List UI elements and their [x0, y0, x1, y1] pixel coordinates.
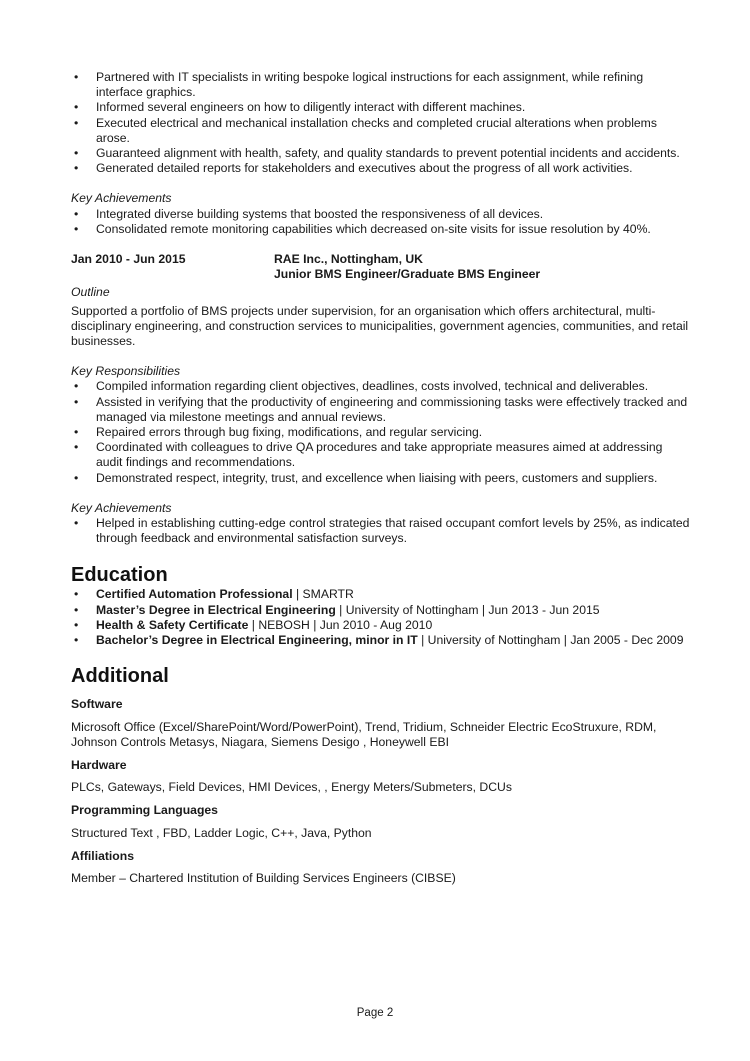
education-item-details: | University of Nottingham | Jun 2013 - Jun 2015: [335, 602, 600, 617]
programming-label: Programming Languages: [71, 803, 218, 818]
education-item: [71, 603, 691, 618]
list-item: • Assisted in verifying that the productivity of engineering and commissioning tasks were effectively tracked and managed via milestone meetings and annual reviews.: [71, 395, 691, 425]
affiliations-text: Member – Chartered Institution of Building Services Engineers (CIBSE): [71, 870, 456, 885]
hardware-label: Hardware: [71, 757, 127, 772]
education-section: [71, 563, 691, 648]
education-item-details: | SMARTR: [292, 587, 354, 602]
list-item: • Compiled information regarding client objectives, deadlines, costs involved, technical and deliverables.: [71, 379, 691, 394]
outline-label: Outline: [71, 285, 110, 300]
list-item: • Executed electrical and mechanical installation checks and completed crucial alterations when problems arose.: [71, 116, 691, 146]
continued-responsibilities-list: [71, 70, 691, 176]
education-heading: Education: [71, 564, 168, 587]
education-item-name: Bachelor’s Degree in Electrical Engineering, minor in IT: [96, 633, 418, 648]
additional-section: [71, 664, 691, 886]
education-item: [71, 587, 691, 602]
job-dates: Jan 2010 - Jun 2015: [71, 252, 186, 267]
list-item: • Guaranteed alignment with health, safety, and quality standards to prevent potential incidents and accidents.: [71, 146, 691, 161]
education-item: [71, 618, 691, 633]
job-info: [274, 252, 691, 282]
resume-page-2: [71, 70, 691, 886]
education-list: [71, 587, 691, 648]
list-item: • Integrated diverse building systems that boosted the responsiveness of all devices.: [71, 207, 691, 222]
affiliations-label: Affiliations: [71, 848, 134, 863]
education-item-name: Master’s Degree in Electrical Engineering: [96, 602, 336, 617]
list-item: • Consolidated remote monitoring capabilities which decreased on-site visits for issue resolution by 40%.: [71, 222, 691, 237]
programming-text: Structured Text , FBD, Ladder Logic, C++, Java, Python: [71, 825, 372, 840]
job2-responsibilities-list: [71, 379, 691, 485]
additional-heading: Additional: [71, 665, 169, 688]
outline-text: Supported a portfolio of BMS projects under supervision, for an organisation which offers architectural, multi-disciplinary engineering, and construction services to municipalities, government agencies, communities, and retail businesses.: [71, 303, 689, 349]
education-item-name: Health & Safety Certificate: [96, 617, 249, 632]
job-header: [71, 252, 691, 282]
list-item: • Repaired errors through bug fixing, modifications, and regular servicing.: [71, 425, 691, 440]
continued-achievements-list: [71, 207, 691, 237]
responsibilities-label: Key Responsibilities: [71, 364, 181, 379]
list-item: • Demonstrated respect, integrity, trust, and excellence when liaising with peers, customers and suppliers.: [71, 471, 691, 486]
continued-achievements-label: Key Achievements: [71, 191, 172, 206]
list-item: • Informed several engineers on how to diligently interact with different machines.: [71, 100, 691, 115]
software-label: Software: [71, 697, 123, 712]
list-item: • Partnered with IT specialists in writing bespoke logical instructions for each assignment, while refining interface graphics.: [71, 70, 691, 100]
education-item: [71, 633, 691, 648]
education-item-details: | NEBOSH | Jun 2010 - Aug 2010: [248, 617, 433, 632]
job2-achievements-list: [71, 516, 691, 546]
job-title: Junior BMS Engineer/Graduate BMS Engineer: [274, 267, 541, 282]
job2-achievements-label: Key Achievements: [71, 500, 172, 515]
hardware-text: PLCs, Gateways, Field Devices, HMI Devices, , Energy Meters/Submeters, DCUs: [71, 780, 512, 795]
list-item: • Generated detailed reports for stakeholders and executives about the progress of all work activities.: [71, 161, 691, 176]
list-item: • Helped in establishing cutting-edge control strategies that raised occupant comfort levels by 25%, as indicated through feedback and environmental satisfaction surveys.: [71, 516, 691, 546]
page-number: Page 2: [356, 1007, 394, 1019]
education-item-details: | University of Nottingham | Jan 2005 - Dec 2009: [417, 633, 684, 648]
education-item-name: Certified Automation Professional: [96, 587, 293, 602]
list-item: • Coordinated with colleagues to drive QA procedures and take appropriate measures aimed at addressing audit findings and recommendations.: [71, 440, 691, 470]
job-company: RAE Inc., Nottingham, UK: [274, 252, 423, 267]
software-text: Microsoft Office (Excel/SharePoint/Word/PowerPoint), Trend, Tridium, Schneider Electric EcoStruxure, RDM, Johnson Controls Metasys, Niagara, Siemens Desigo , Honeywell EBI: [71, 719, 657, 749]
